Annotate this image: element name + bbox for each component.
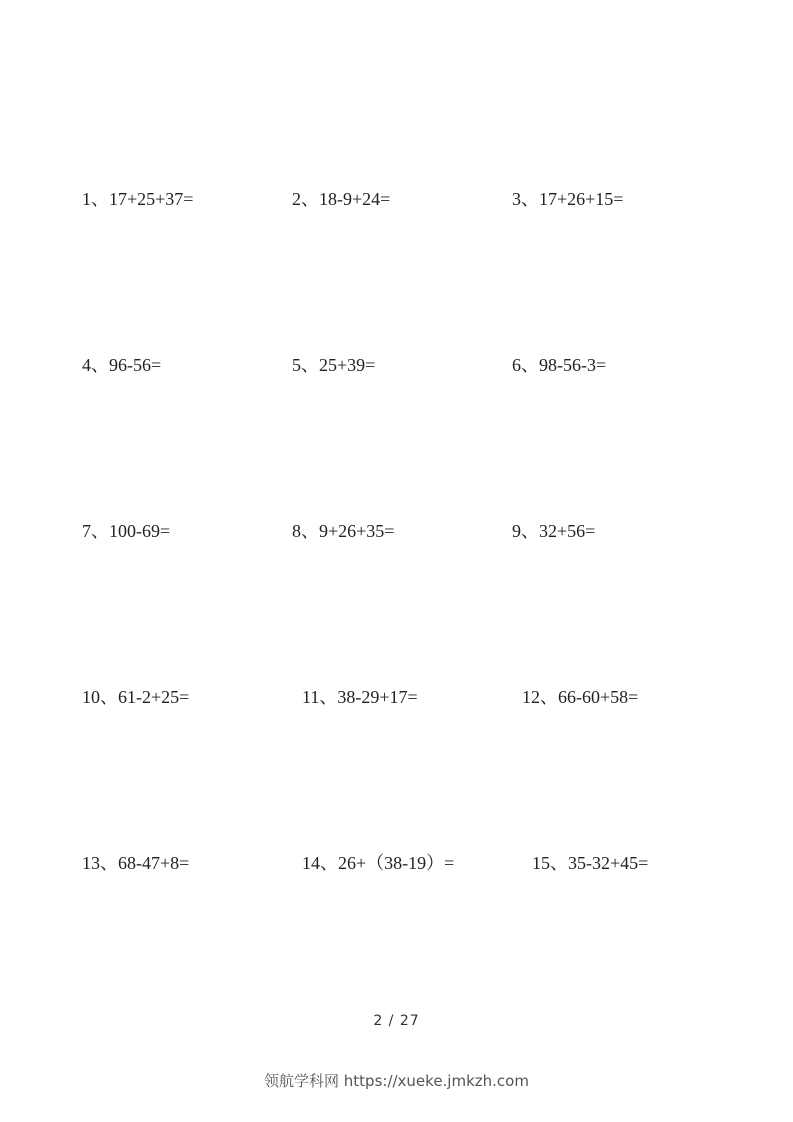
- footer-watermark: 领航学科网 https://xueke.jmkzh.com: [264, 1072, 529, 1090]
- problem-13: 13、68-47+8=: [82, 853, 190, 873]
- problem-15: 15、35-32+45=: [532, 853, 649, 873]
- problem-9: 9、32+56=: [512, 521, 596, 541]
- problem-2: 2、18-9+24=: [292, 189, 391, 209]
- problem-7: 7、100-69=: [82, 521, 171, 541]
- problem-12: 12、66-60+58=: [522, 687, 639, 707]
- problem-14: 14、26+（38-19）=: [302, 853, 455, 873]
- problem-10: 10、61-2+25=: [82, 687, 190, 707]
- problem-6: 6、98-56-3=: [512, 355, 607, 375]
- problem-5: 5、25+39=: [292, 355, 376, 375]
- problem-1: 1、17+25+37=: [82, 189, 194, 209]
- problem-4: 4、96-56=: [82, 355, 162, 375]
- problem-11: 11、38-29+17=: [302, 687, 418, 707]
- page-number: 2 / 27: [373, 1013, 420, 1029]
- problem-3: 3、17+26+15=: [512, 189, 624, 209]
- problem-8: 8、9+26+35=: [292, 521, 395, 541]
